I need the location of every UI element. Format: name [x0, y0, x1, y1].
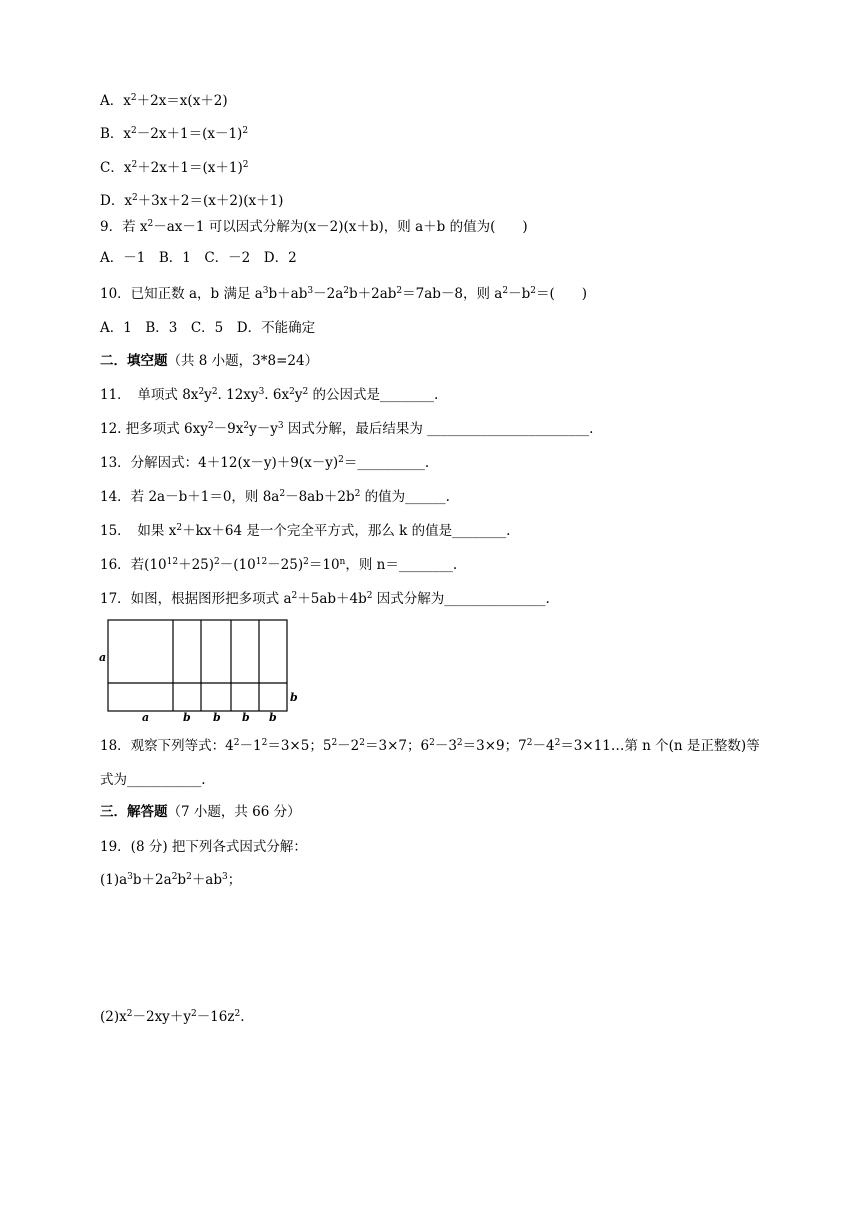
text-segment: . [240, 1009, 245, 1025]
q14 [100, 488, 450, 506]
q19-part-2 [100, 1008, 245, 1026]
text-segment: ＝( ) [535, 286, 588, 302]
text-segment: ＋5ab＋4b [297, 591, 367, 607]
text-segment: ＋ab [191, 872, 223, 888]
superscript: 2 [171, 872, 178, 882]
text-segment: ，则 n＝________. [345, 557, 458, 573]
q8-option-a [100, 92, 228, 110]
superscript: 3 [277, 421, 284, 431]
superscript: 12 [166, 557, 179, 567]
superscript: 2 [131, 126, 137, 136]
text-segment: y [204, 387, 212, 403]
superscript: 2 [211, 387, 218, 397]
rectangle-figure [95, 615, 305, 727]
text-segment: A．x [100, 93, 131, 109]
text-segment: ＋25) [178, 557, 215, 573]
superscript: 2 [302, 387, 309, 397]
bottom-label-b2: b [213, 711, 221, 724]
text-segment: D．x [100, 193, 132, 209]
q18-line-2: 式为___________. [100, 772, 206, 788]
superscript: 2 [354, 489, 361, 499]
superscript: 3 [222, 872, 228, 882]
text-segment: . 6x [264, 387, 290, 403]
text-segment: －8ab＋2b [285, 489, 355, 505]
text-segment: ＝__________. [343, 455, 430, 471]
superscript: 2 [261, 738, 268, 748]
superscript: 2 [456, 738, 463, 748]
superscript: 2 [343, 286, 349, 296]
text-segment: y [294, 387, 303, 403]
text-segment: B．x [100, 126, 132, 142]
text-segment: －2a [313, 286, 344, 302]
superscript: 2 [291, 591, 298, 601]
text-segment: b＋ab [268, 286, 308, 302]
q19-stem: 19．(8 分) 把下列各式因式分解： [100, 839, 307, 855]
text-segment: ＋3x＋2＝(x＋2)(x＋1) [137, 193, 284, 209]
text-segment: －2 [337, 738, 360, 754]
superscript: 2 [242, 160, 249, 170]
superscript: 2 [130, 93, 137, 103]
section-3-note: （7 小题，共 66 分） [167, 804, 301, 820]
q10-options: A．1 B．3 C．5 D．不能确定 [100, 320, 316, 336]
superscript: 2 [289, 387, 295, 397]
q12 [100, 420, 593, 438]
superscript: 2 [279, 489, 286, 499]
superscript: 2 [303, 557, 309, 567]
superscript: 2 [429, 738, 435, 748]
q13 [100, 454, 429, 472]
q9-stem [100, 218, 528, 236]
q15 [100, 522, 510, 540]
text-segment: C．x [100, 160, 132, 176]
side-label-a: a [99, 651, 107, 664]
text-segment: b＋2ab [348, 286, 397, 302]
bottom-label-b3: b [242, 711, 250, 724]
text-segment: 的公因式是________. [308, 387, 439, 403]
superscript: 3 [307, 286, 314, 296]
section-3-title: 三．解答题 [100, 804, 168, 820]
text-segment: ＝3×11…第 n 个(n 是正整数)等 [560, 738, 760, 754]
superscript: 2 [147, 219, 154, 229]
text-segment: －2xy＋y [132, 1009, 191, 1025]
text-segment: 17．如图，根据图形把多项式 a [100, 591, 292, 607]
q19-part-1 [100, 871, 241, 889]
q11 [100, 386, 438, 404]
superscript: 2 [186, 872, 192, 882]
side-label-b: b [290, 691, 298, 704]
text-segment: ； [227, 872, 242, 888]
text-segment: ＝7ab－8，则 a [402, 286, 503, 302]
superscript: 2 [126, 1009, 133, 1019]
section-3-heading [100, 803, 301, 821]
text-segment: 因式分解，最后结果为 ________________________. [283, 421, 594, 437]
text-segment: 13．分解因式：4＋12(x－y)＋9(x－y) [100, 455, 339, 471]
superscript: 2 [502, 286, 509, 296]
rectangle-figure-svg [95, 615, 305, 727]
superscript: 2 [214, 557, 220, 567]
superscript: 2 [243, 421, 250, 431]
text-segment: －16z [196, 1009, 235, 1025]
q10-stem [100, 285, 587, 303]
q17 [100, 590, 550, 608]
q16 [100, 556, 457, 574]
superscript: 2 [131, 160, 138, 170]
superscript: 2 [338, 455, 344, 465]
text-segment: 18．观察下列等式：4 [100, 738, 234, 754]
superscript: 2 [331, 738, 338, 748]
bottom-label-b1: b [183, 711, 191, 724]
text-segment: －4 [532, 738, 555, 754]
text-segment: ＋2x＋1＝(x＋1) [137, 160, 243, 176]
superscript: 3 [262, 286, 269, 296]
text-segment: －ax－1 可以因式分解为(x－2)(x＋b)，则 a＋b 的值为( ) [153, 219, 528, 235]
superscript: n [339, 557, 346, 567]
text-segment: －2x＋1＝(x－1) [136, 126, 243, 142]
q9-options: A．－1 B．1 C．－2 D．2 [100, 250, 297, 266]
q8-option-b [100, 125, 248, 143]
superscript: 2 [530, 286, 536, 296]
bottom-label-b4: b [269, 711, 277, 724]
text-segment: －(10 [219, 557, 256, 573]
text-segment: －3 [434, 738, 457, 754]
superscript: 2 [176, 523, 183, 533]
text-segment: 因式分解为_______________. [372, 591, 550, 607]
q8-option-d [100, 192, 283, 210]
text-segment: ＝3×9；7 [462, 738, 527, 754]
superscript: 2 [242, 126, 249, 136]
q8-option-c [100, 159, 248, 177]
superscript: 2 [198, 387, 205, 397]
text-segment: ＝3×7；6 [365, 738, 430, 754]
text-segment: 15． 如果 x [100, 523, 177, 539]
text-segment: 11． 单项式 8x [100, 387, 199, 403]
text-segment: (1)a [100, 872, 128, 888]
superscript: 3 [258, 387, 265, 397]
text-segment: －9x [213, 421, 244, 437]
superscript: 2 [366, 591, 373, 601]
text-segment: ＋kx＋64 是一个完全平方式，那么 k 的值是________. [182, 523, 511, 539]
outer-rectangle [108, 620, 287, 711]
text-segment: 9．若 x [100, 219, 148, 235]
section-2-note: （共 8 小题，3*8=24） [167, 353, 319, 369]
text-segment: 10．已知正数 a，b 满足 a [100, 286, 263, 302]
section-2-title: 二．填空题 [100, 353, 168, 369]
superscript: 2 [234, 1009, 241, 1019]
text-segment: 14．若 2a－b＋1＝0，则 8a [100, 489, 280, 505]
superscript: 2 [526, 738, 533, 748]
text-segment: y－y [249, 421, 278, 437]
text-segment: －b [508, 286, 531, 302]
text-segment: ＋2x＝x(x＋2) [136, 93, 228, 109]
superscript: 2 [190, 1009, 197, 1019]
text-segment: －1 [239, 738, 262, 754]
superscript: 2 [396, 286, 403, 296]
text-segment: ＝10 [308, 557, 340, 573]
text-segment: b [177, 872, 187, 888]
text-segment: ＝3×5；5 [267, 738, 332, 754]
q18-line-1 [100, 737, 760, 755]
superscript: 12 [255, 557, 268, 567]
text-segment: 12. 把多项式 6xy [100, 421, 208, 437]
text-segment: －25) [267, 557, 304, 573]
text-segment: 16．若(10 [100, 557, 167, 573]
bottom-label-a: a [142, 711, 150, 724]
section-2-heading [100, 352, 318, 370]
superscript: 2 [207, 421, 214, 431]
text-segment: 的值为______. [360, 489, 450, 505]
superscript: 2 [554, 738, 561, 748]
superscript: 3 [127, 872, 133, 882]
superscript: 2 [233, 738, 240, 748]
superscript: 2 [131, 193, 138, 203]
text-segment: . 12xy [217, 387, 259, 403]
superscript: 2 [359, 738, 365, 748]
text-segment: b＋2a [132, 872, 172, 888]
text-segment: (2)x [100, 1009, 127, 1025]
